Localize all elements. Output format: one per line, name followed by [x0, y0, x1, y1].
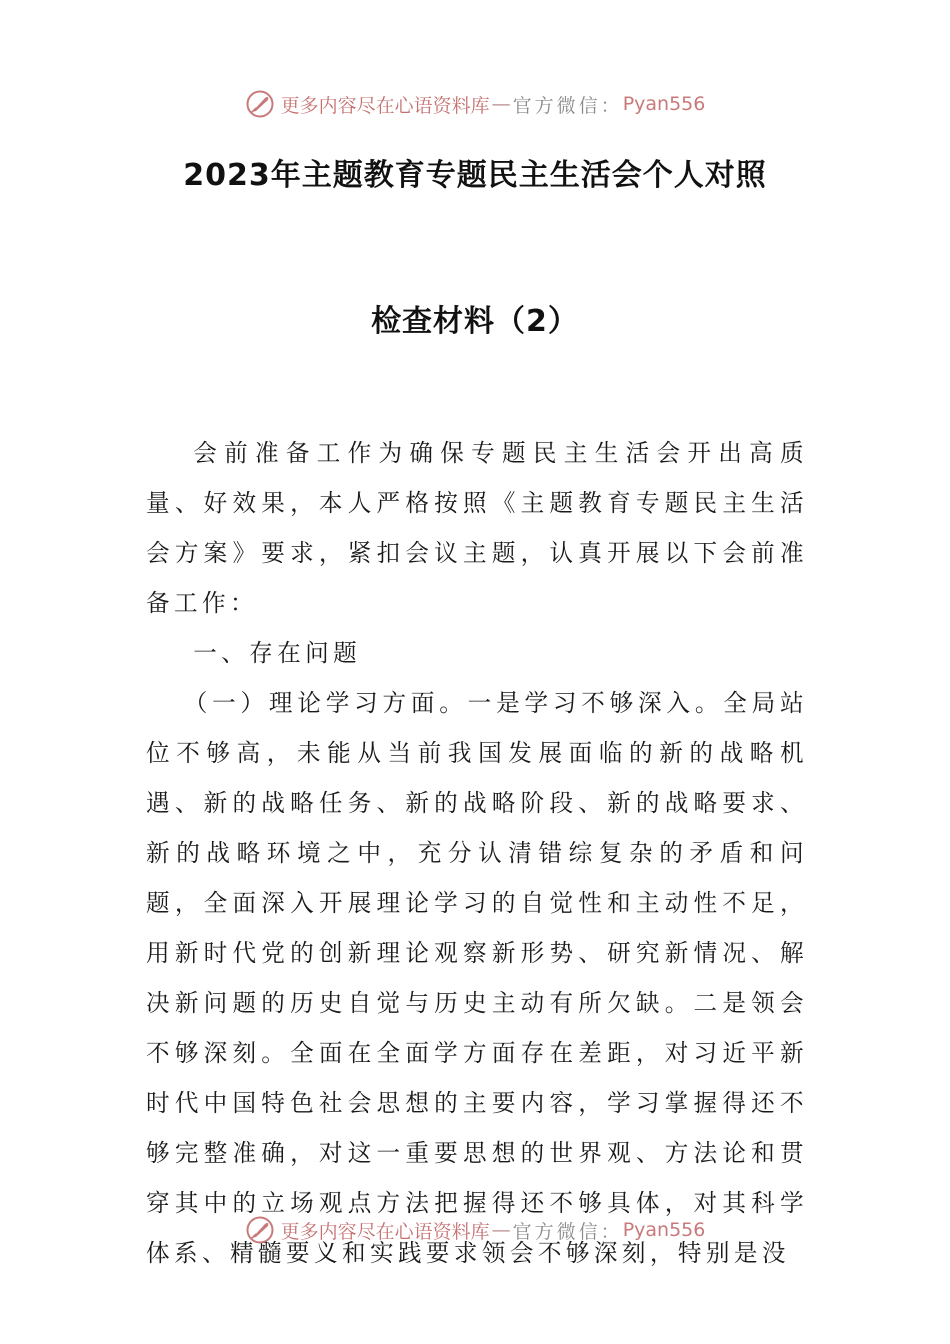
intro-paragraph: 会前准备工作为确保专题民主生活会开出高质量、好效果，本人严格按照《主题教育专题民主生活会方案》要求，紧扣会议主题，认真开展以下会前准备工作： — [146, 439, 808, 617]
section-heading: 一、存在问题 — [193, 639, 362, 667]
document-title-line-2: 检查材料（2） — [371, 304, 579, 339]
watermark-dash: — — [491, 1219, 511, 1241]
document-title-line-1: 2023年主题教育专题民主生活会个人对照 — [183, 158, 767, 193]
watermark-id: Pyan556 — [622, 1219, 706, 1241]
header-watermark — [0, 84, 950, 124]
watermark-brand: 更多内容尽在心语资料库 — [280, 94, 490, 117]
footer-watermark — [0, 1210, 950, 1250]
watermark-label: 官方微信： — [512, 94, 623, 117]
watermark-dash: — — [491, 93, 511, 115]
feather-pen-logo-icon — [245, 89, 275, 119]
watermark-label: 官方微信： — [512, 1220, 623, 1243]
theory-study-paragraph: （一）理论学习方面。一是学习不够深入。全局站位不够高，未能从当前我国发展面临的新的战略机遇、新的战略任务、新的战略阶段、新的战略要求、新的战略环境之中，充分认清错综复杂的矛盾和问题，全面深入开展理论学习的自觉性和主动性不足，用新时代党的创新理论观察新形势、研究新情况、解决新问题的历史自觉与历史主动有所欠缺。二是领会不够深刻。全面在全面学方面存在差距，对习近平新时代中国特色社会思想的主要内容，学习掌握得还不够完整准确，对这一重要思想的世界观、方法论和贯穿其中的立场观点方法把握得还不够具体，对其科学体系、精髓要义和实践要求领会不够深刻，特别是没 — [146, 689, 808, 1267]
document-body — [146, 428, 808, 1278]
watermark-brand: 更多内容尽在心语资料库 — [280, 1220, 490, 1243]
feather-pen-logo-icon — [245, 1215, 275, 1245]
watermark-id: Pyan556 — [622, 93, 706, 115]
